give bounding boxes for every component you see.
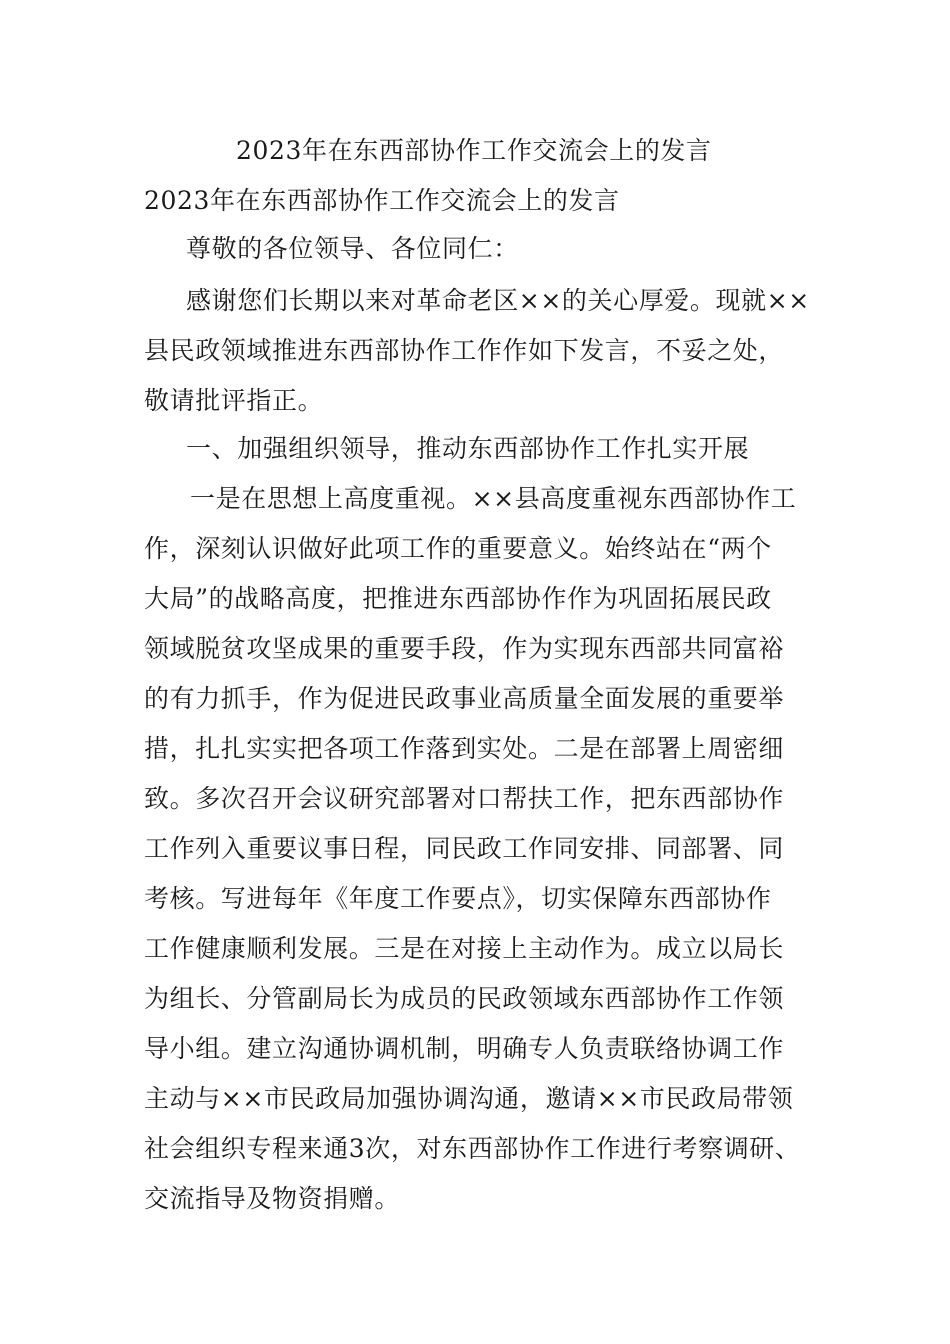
paragraph-line: 的有力抓手，作为促进民政事业高质量全面发展的重要举 [144, 684, 785, 713]
salutation: 尊敬的各位领导、各位同仁： [186, 234, 519, 263]
paragraph-line: 感谢您们长期以来对革命老区××的关心厚爱。现就×× [186, 286, 810, 315]
paragraph-line: 作，深刻认识做好此项工作的重要意义。始终站在“两个 [144, 534, 772, 563]
paragraph-line: 措，扎扎实实把各项工作落到实处。二是在部署上周密细 [144, 734, 785, 763]
paragraph-line: 考核。写进每年《年度工作要点》，切实保障东西部协作 [144, 884, 772, 913]
paragraph-line: 工作健康顺利发展。三是在对接上主动作为。成立以局长 [144, 934, 785, 963]
paragraph-line: 大局”的战略高度，把推进东西部协作作为巩固拓展民政 [144, 584, 772, 613]
document-subtitle: 2023年在东西部协作工作交流会上的发言 [144, 186, 620, 215]
paragraph-line: 一是在思想上高度重视。××县高度重视东西部协作工 [190, 484, 797, 513]
paragraph-line: 社会组织专程来通3次，对东西部协作工作进行考察调研、 [144, 1134, 801, 1163]
section-heading: 一、加强组织领导，推动东西部协作工作扎实开展 [186, 434, 750, 463]
paragraph-line: 县民政领域推进东西部协作工作作如下发言，不妥之处， [144, 336, 785, 365]
paragraph-line: 主动与××市民政局加强协调沟通，邀请××市民政局带领 [144, 1084, 794, 1113]
document-title: 2023年在东西部协作工作交流会上的发言 [236, 136, 712, 165]
paragraph-line: 交流指导及物资捐赠。 [144, 1184, 401, 1213]
paragraph-line: 为组长、分管副局长为成员的民政领域东西部协作工作领 [144, 984, 785, 1013]
paragraph-line: 工作列入重要议事日程，同民政工作同安排、同部署、同 [144, 834, 785, 863]
paragraph-line: 领域脱贫攻坚成果的重要手段，作为实现东西部共同富裕 [144, 634, 785, 663]
paragraph-line: 致。多次召开会议研究部署对口帮扶工作，把东西部协作 [144, 784, 785, 813]
paragraph-line: 敬请批评指正。 [144, 386, 324, 415]
paragraph-line: 导小组。建立沟通协调机制，明确专人负责联络协调工作 [144, 1034, 785, 1063]
